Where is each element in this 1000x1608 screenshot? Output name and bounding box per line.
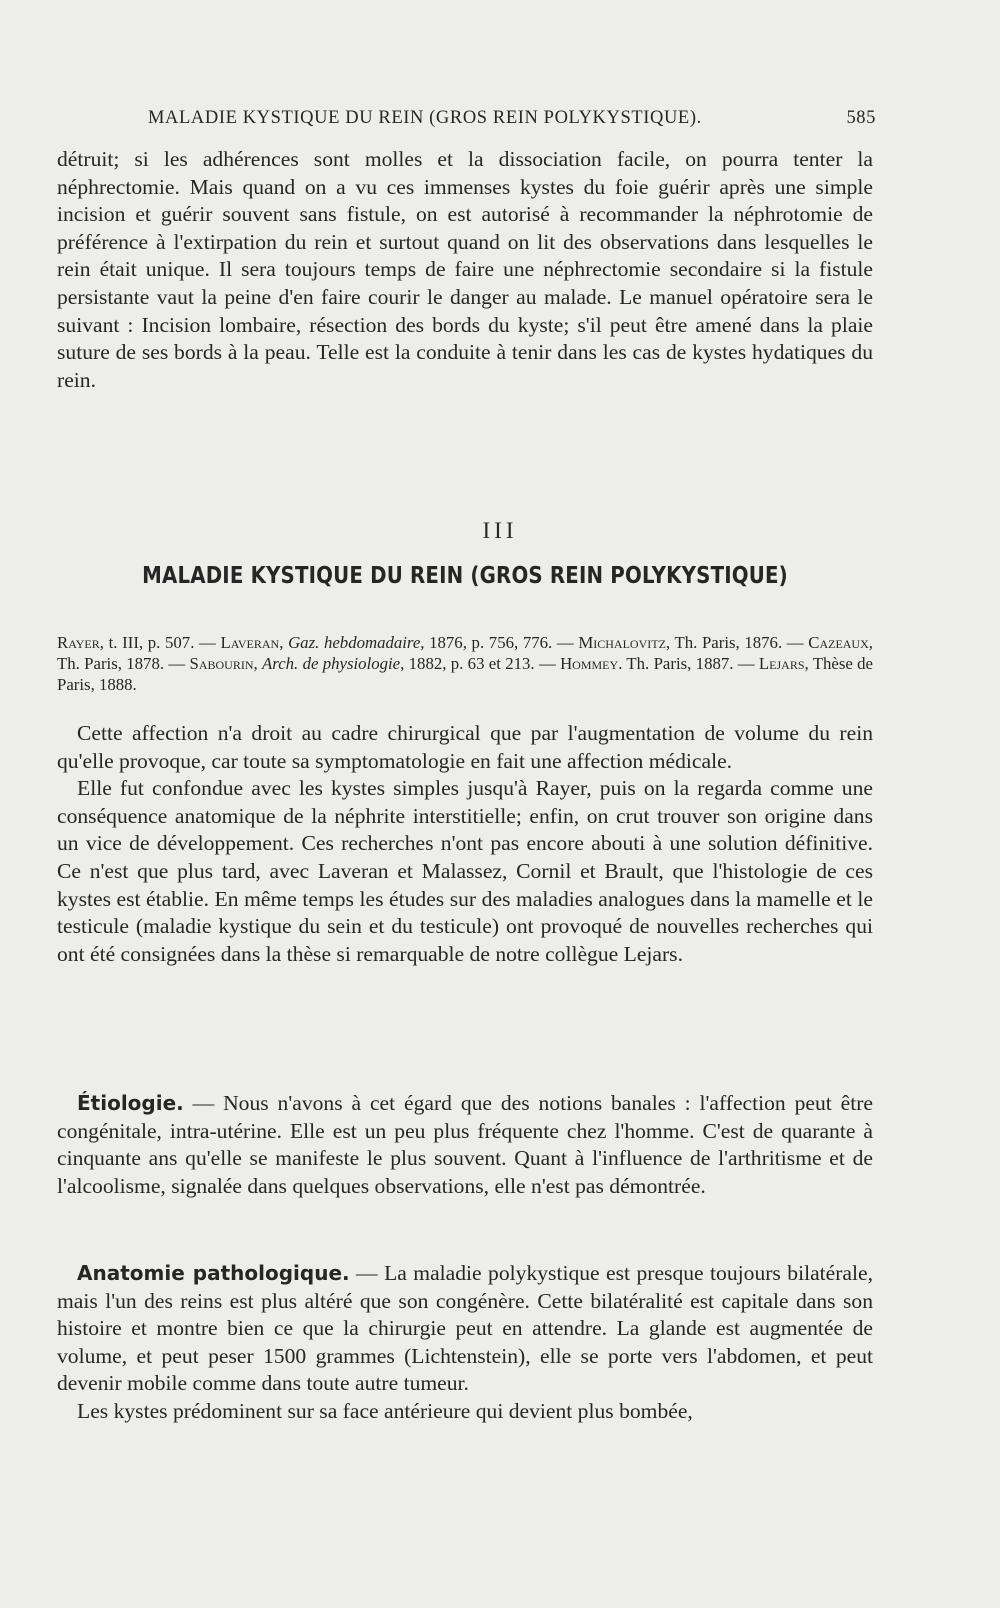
etiologie-text: — Nous n'avons à cet égard que des notions banales : l'affection peut être congénitale, intra-utérine. Elle est un peu plus fréquente chez l'homme. C'est de quarante à cinquante ans qu'elle se manifeste le plus souvent. Quant à l'influence de l'arthritisme et de l'alcoolisme, signalée dans quelques observations, elle n'est pas démontrée.: [57, 1091, 873, 1198]
ref-journal: Arch. de physiologie: [262, 654, 401, 673]
ref-journal: Gaz. hebdomadaire: [288, 633, 421, 652]
ref-author-cazeaux: Cazeaux: [808, 633, 869, 652]
ref-text: ,: [253, 654, 263, 673]
ref-author-hommey: Hommey: [560, 654, 619, 673]
etiologie-heading: Étiologie.: [77, 1091, 184, 1115]
last-paragraph: Les kystes prédominent sur sa face antérieure qui devient plus bombée,: [77, 1398, 693, 1423]
ref-text: , 1882, p. 63 et 213. —: [400, 654, 561, 673]
anatomie-paragraph: [57, 1260, 873, 1398]
ref-author-sabourin: Sabourin: [189, 654, 254, 673]
etiologie-block: [57, 1090, 873, 1200]
intro-paragraph: détruit; si les adhérences sont molles et la dissociation facile, on pourra tenter la néphrectomie. Mais quand on a vu ces immenses kystes du foie guérir après une simple incision et guérir souvent sans fistule, on est autorisé à recommander la néphrotomie de préférence à l'extirpation du rein et surtout quand on lit des observations dans lesquelles le rein était unique. Il sera toujours temps de faire une néphrectomie secondaire si la fistule persistante vaut la peine d'en faire courir le danger au malade. Le manuel opératoire sera le suivant : Incision lombaire, résection des bords du kyste; s'il peut être amené dans la plaie suture de ses bords à la peau. Telle est la conduite à tenir dans les cas de kystes hydatiques du rein.: [57, 147, 873, 392]
running-head: [148, 108, 876, 129]
section-number: III: [482, 518, 518, 543]
etiologie-paragraph: [57, 1090, 873, 1200]
anatomie-block: [57, 1260, 873, 1426]
ref-text: . Th. Paris, 1887. —: [618, 654, 759, 673]
bibliography-references: [57, 632, 873, 695]
body-paragraph-2: Elle fut confondue avec les kystes simples jusqu'à Rayer, puis on la regarda comme une conséquence anatomique de la néphrite interstitielle; enfin, on crut trouver son origine dans un vice de développement. Ces recherches n'ont pas encore abouti à une solution définitive. Ce n'est que plus tard, avec Laveran et Malassez, Cornil et Brault, que l'histologie de ces kystes est établie. En même temps les études sur des maladies analogues dans la mamelle et le testicule (maladie kystique du sein et du testicule) ont provoqué de nouvelles recherches qui ont été consignées dans la thèse si remarquable de notre collègue Lejars.: [57, 776, 873, 966]
ref-text: ,: [279, 633, 289, 652]
ref-author-rayer: Rayer: [57, 633, 100, 652]
ref-text: , Th. Paris, 1876. —: [665, 633, 809, 652]
section-title: MALADIE KYSTIQUE DU REIN (GROS REIN POLYKYSTIQUE): [142, 563, 788, 589]
ref-text: , 1876, p. 756, 776. —: [420, 633, 579, 652]
body-paragraph-1: Cette affection n'a droit au cadre chirurgical que par l'augmentation de volume du rein qu'elle provoque, car toute sa symptomatologie en fait une affection médicale.: [57, 721, 873, 773]
ref-author-michalovitz: Michalovitz: [578, 633, 666, 652]
anatomie-heading: Anatomie pathologique.: [77, 1261, 350, 1285]
body-block-intro: [57, 720, 873, 968]
running-head-title: MALADIE KYSTIQUE DU REIN (GROS REIN POLYKYSTIQUE).: [148, 108, 702, 128]
ref-author-lejars: Lejars: [758, 654, 805, 673]
anatomie-text: — La maladie polykystique est presque toujours bilatérale, mais l'un des reins est plus altéré que son congénère. Cette bilatéralité est capitale dans son histoire et montre bien ce que la chirurgie peut en attendre. La glande est augmentée de volume, et peut peser 1500 grammes (Lichtenstein), elle se porte vers l'abdomen, et peut devenir mobile comme dans toute autre tumeur.: [57, 1261, 873, 1396]
ref-text: , Th. Paris, 1878. —: [57, 633, 873, 673]
intro-block: [57, 146, 873, 394]
page-number: 585: [846, 108, 876, 128]
ref-text: , t. III, p. 507. —: [99, 633, 221, 652]
ref-author-laveran: Laveran: [220, 633, 280, 652]
ref-text: , Thèse de Paris, 1888.: [57, 654, 873, 694]
